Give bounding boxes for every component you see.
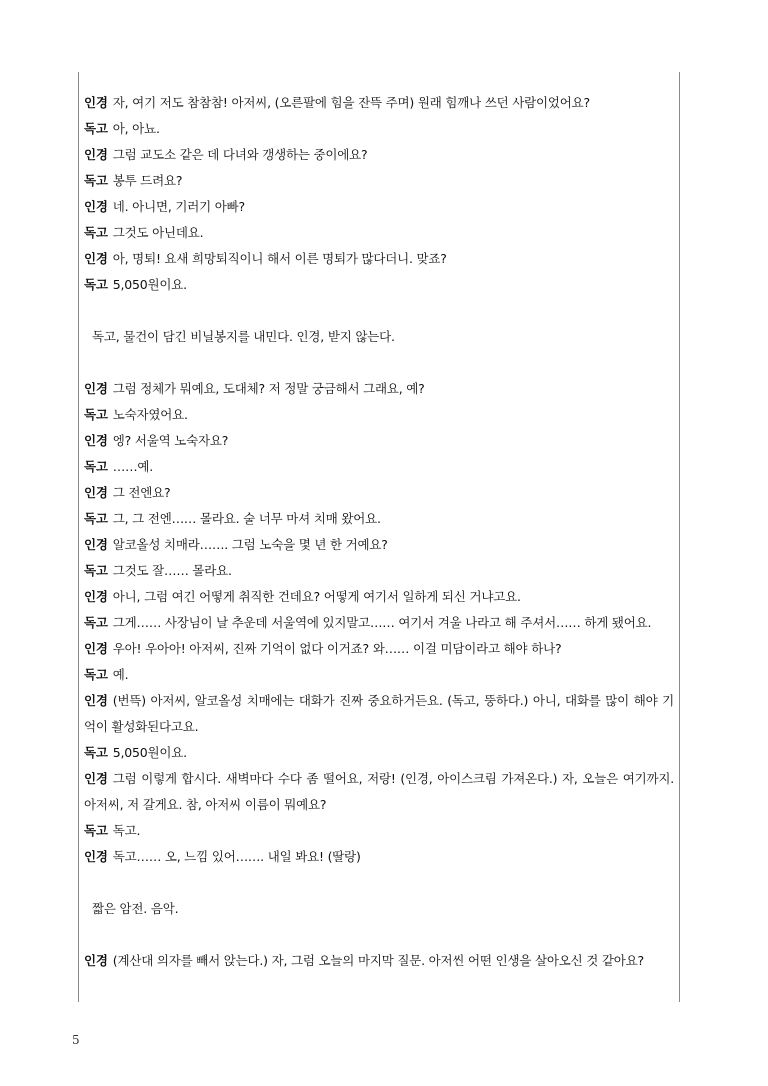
- speaker-name: 인경: [84, 147, 108, 162]
- dialogue-line: [84, 688, 674, 740]
- dialogue-text: 아, 명퇴! 요새 희망퇴직이니 해서 이른 명퇴가 많다더니. 맞죠?: [112, 251, 447, 266]
- dialogue-text: 그럼 교도소 같은 데 다녀와 갱생하는 중이에요?: [112, 147, 368, 162]
- dialogue-text: 엥? 서울역 노숙자요?: [112, 433, 229, 448]
- speaker-name: 인경: [84, 433, 108, 448]
- speaker-name: 독고: [84, 277, 108, 292]
- speaker-name: 독고: [84, 173, 108, 188]
- dialogue-text: (번뜩) 아저씨, 알코올성 치매에는 대화가 진짜 중요하거든요. (독고, 뚱하다.) 아니, 대화를 많이 해야 기억이 활성화된다고요.: [84, 693, 674, 734]
- speaker-name: 인경: [84, 251, 108, 266]
- dialogue-line: [84, 428, 674, 454]
- dialogue-text: 그것도 아닌데요.: [112, 225, 204, 240]
- dialogue-text: 그것도 잘…… 몰라요.: [112, 563, 232, 578]
- dialogue-line: [84, 610, 674, 636]
- dialogue-line: [84, 532, 674, 558]
- dialogue-line: [84, 480, 674, 506]
- blank-line: [84, 870, 674, 896]
- speaker-name: 인경: [84, 485, 108, 500]
- dialogue-line: [84, 454, 674, 480]
- speaker-name: 인경: [84, 589, 108, 604]
- dialogue-text: 알코올성 치매라……. 그럼 노숙을 몇 년 한 거예요?: [112, 537, 388, 552]
- speaker-name: 인경: [84, 641, 108, 656]
- dialogue-line: [84, 376, 674, 402]
- dialogue-text: 아, 아뇨.: [112, 121, 160, 136]
- dialogue-text: 네. 아니면, 기러기 아빠?: [112, 199, 245, 214]
- dialogue-line: [84, 194, 674, 220]
- dialogue-text: 아니, 그럼 여긴 어떻게 취직한 건데요? 어떻게 여기서 일하게 되신 거냐고요.: [112, 589, 521, 604]
- dialogue-line: [84, 402, 674, 428]
- speaker-name: 인경: [84, 693, 108, 708]
- speaker-name: 독고: [84, 615, 108, 630]
- speaker-name: 인경: [84, 199, 108, 214]
- speaker-name: 인경: [84, 953, 108, 968]
- dialogue-line: [84, 90, 674, 116]
- speaker-name: 독고: [84, 121, 108, 136]
- dialogue-text: 독고…… 오, 느낌 있어……. 내일 봐요! (딸랑): [112, 849, 361, 864]
- dialogue-text: 자, 여기 저도 참참참! 아저씨, (오른팔에 힘을 잔뜩 주며) 원래 힘깨나 쓰던 사람이었어요?: [112, 95, 590, 110]
- blank-line: [84, 298, 674, 324]
- dialogue-line: [84, 168, 674, 194]
- dialogue-line: [84, 584, 674, 610]
- dialogue-line: [84, 116, 674, 142]
- stage-direction: 짧은 암전. 음악.: [92, 901, 179, 916]
- dialogue-line: [84, 766, 674, 818]
- dialogue-text: 우아! 우아아! 아저씨, 진짜 기억이 없다 이거죠? 와…… 이걸 미담이라고 해야 하나?: [112, 641, 562, 656]
- dialogue-line: [84, 844, 674, 870]
- speaker-name: 인경: [84, 95, 108, 110]
- speaker-name: 인경: [84, 771, 108, 786]
- speaker-name: 독고: [84, 225, 108, 240]
- speaker-name: 독고: [84, 407, 108, 422]
- dialogue-text: 독고.: [112, 823, 141, 838]
- speaker-name: 독고: [84, 459, 108, 474]
- dialogue-line: [84, 558, 674, 584]
- dialogue-line: [84, 818, 674, 844]
- dialogue-text: 그럼 정체가 뭐예요, 도대체? 저 정말 궁금해서 그래요, 예?: [112, 381, 425, 396]
- dialogue-text: ……예.: [112, 459, 154, 474]
- dialogue-text: 5,050원이요.: [112, 277, 187, 292]
- dialogue-line: [84, 662, 674, 688]
- dialogue-line: [84, 740, 674, 766]
- dialogue-line: [84, 506, 674, 532]
- dialogue-line: [84, 142, 674, 168]
- dialogue-text: (계산대 의자를 빼서 앉는다.) 자, 그럼 오늘의 마지막 질문. 아저씬 어떤 인생을 살아오신 것 같아요?: [112, 953, 644, 968]
- speaker-name: 독고: [84, 511, 108, 526]
- stage-direction: 독고, 물건이 담긴 비닐봉지를 내민다. 인경, 받지 않는다.: [92, 329, 395, 344]
- page-number: 5: [72, 1033, 80, 1047]
- speaker-name: 인경: [84, 849, 108, 864]
- dialogue-text: 그럼 이렇게 합시다. 새벽마다 수다 좀 떨어요, 저랑! (인경, 아이스크림 가져온다.) 자, 오늘은 여기까지. 아저씨, 저 갈게요. 참, 아저씨 이름이 뭐예요?: [84, 771, 674, 812]
- dialogue-line: [84, 246, 674, 272]
- dialogue-line: [84, 220, 674, 246]
- dialogue-text: 예.: [112, 667, 129, 682]
- dialogue-text: 봉투 드려요?: [112, 173, 183, 188]
- dialogue-text: 5,050원이요.: [112, 745, 187, 760]
- blank-line: [84, 922, 674, 948]
- speaker-name: 독고: [84, 745, 108, 760]
- dialogue-text: 그, 그 전엔…… 몰라요. 술 너무 마셔 치매 왔어요.: [112, 511, 381, 526]
- dialogue-text: 그 전엔요?: [112, 485, 171, 500]
- speaker-name: 독고: [84, 563, 108, 578]
- dialogue-text: 그게…… 사장님이 날 추운데 서울역에 있지말고…… 여기서 겨울 나라고 해 주셔서…… 하게 됐어요.: [112, 615, 652, 630]
- dialogue-line: [84, 272, 674, 298]
- dialogue-text: 노숙자였어요.: [112, 407, 188, 422]
- blank-line: [84, 350, 674, 376]
- speaker-name: 인경: [84, 537, 108, 552]
- dialogue-line: [84, 636, 674, 662]
- script-body: [84, 90, 674, 974]
- speaker-name: 독고: [84, 823, 108, 838]
- speaker-name: 인경: [84, 381, 108, 396]
- dialogue-line: [84, 948, 674, 974]
- speaker-name: 독고: [84, 667, 108, 682]
